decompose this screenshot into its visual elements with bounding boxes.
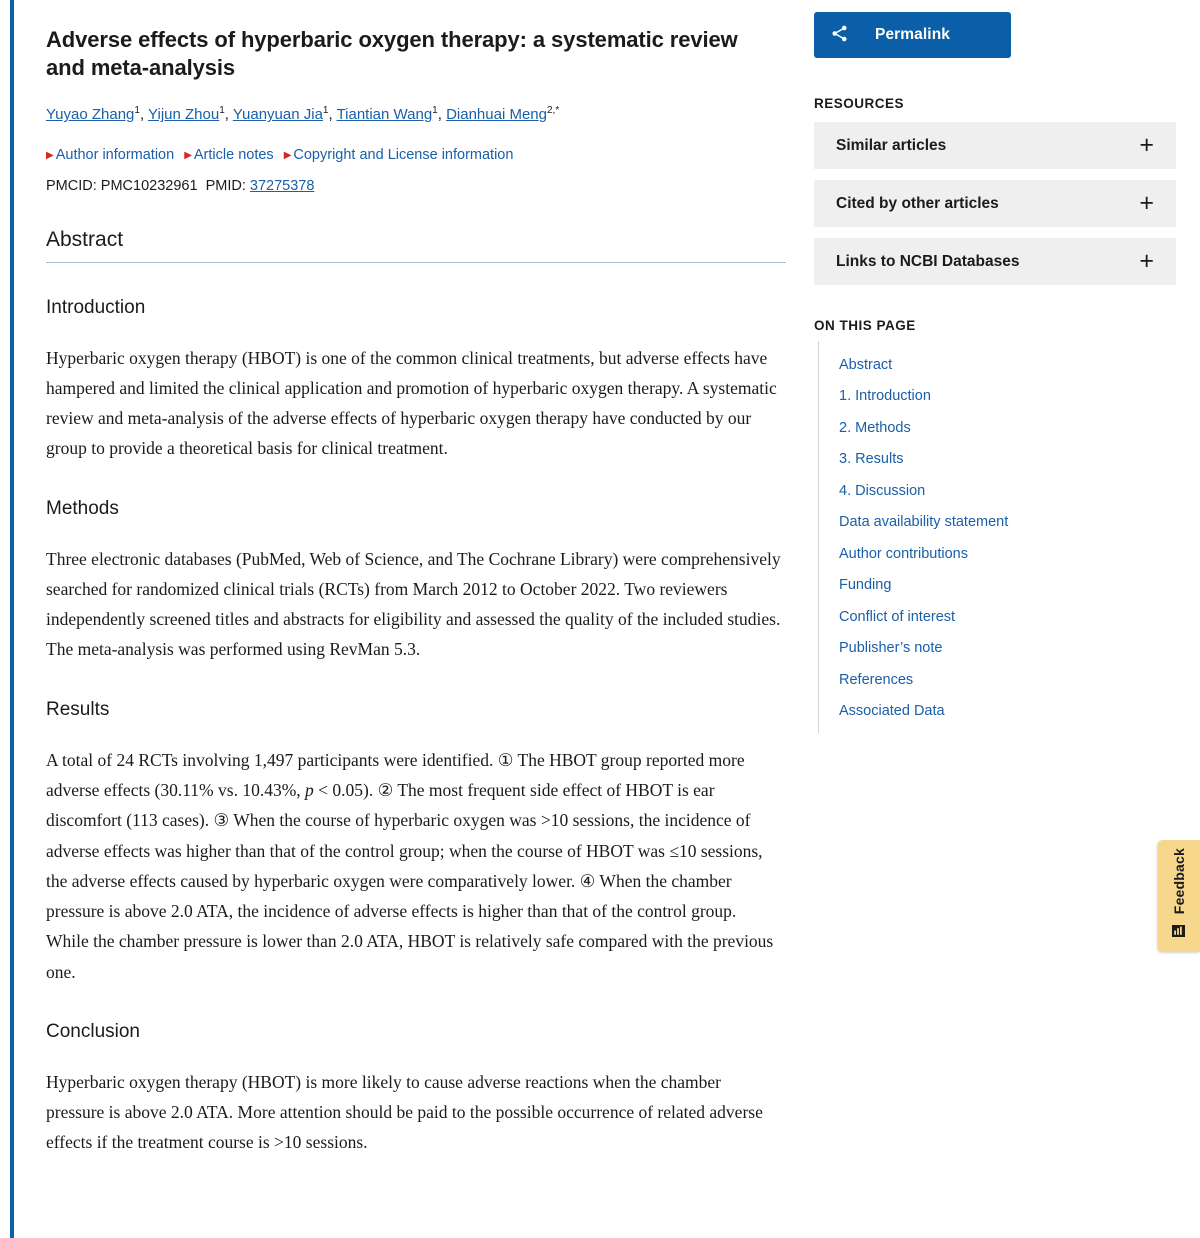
feedback-tab[interactable] xyxy=(1158,840,1200,952)
abstract-heading: Abstract xyxy=(46,228,786,263)
author-link[interactable]: Tiantian Wang xyxy=(336,106,433,124)
author-list: Yuyao Zhang$^1$, Yijun Zhou$^1$, Yuanyuan Jia$^1$, Tiantian Wang$^1$, Dianhuai Meng$^{2,*}$ xyxy=(46,105,560,124)
author-link[interactable]: Yijun Zhou xyxy=(148,106,220,124)
author-affiliation-sup: 1 xyxy=(134,105,140,117)
share-icon xyxy=(830,24,849,46)
toc-item-publishers-note[interactable]: Publisher’s note xyxy=(839,640,943,656)
toc-item-author-contributions[interactable]: Author contributions xyxy=(839,545,968,562)
article-column xyxy=(46,0,786,1158)
toc-item-discussion[interactable]: 4. Discussion xyxy=(839,482,926,499)
section-text-results xyxy=(46,745,782,987)
author-link[interactable]: Yuyao Zhang xyxy=(46,106,135,124)
pmid-link[interactable]: 37275378 xyxy=(249,177,315,194)
resource-item-label: Cited by other articles xyxy=(836,194,999,212)
toc-item-data-availability[interactable]: Data availability statement xyxy=(839,514,1009,530)
author-information-link[interactable]: Author information xyxy=(55,147,175,164)
section-heading-methods: Methods xyxy=(46,497,119,519)
toc-item-introduction[interactable]: 1. Introduction xyxy=(839,388,931,404)
section-text-conclusion: Hyperbaric oxygen therapy (HBOT) is more likely to cause adverse reactions when the chamber pressure is above 2.0 ATA. More attention should be paid to the possible occurrence of related adverse effects if the treatment course is >10 sessions. xyxy=(46,1071,763,1153)
toc-item-conflict-of-interest[interactable]: Conflict of interest xyxy=(839,608,956,625)
plus-icon[interactable]: + xyxy=(1139,247,1154,275)
permalink-button-label: Permalink xyxy=(875,26,950,43)
section-heading-results: Results xyxy=(46,698,110,720)
author-link[interactable]: Dianhuai Meng xyxy=(446,106,547,124)
copyright-license-link[interactable]: Copyright and License information xyxy=(293,147,514,164)
resource-item-ncbi-databases[interactable] xyxy=(814,238,1176,285)
sidebar-column xyxy=(814,0,1176,733)
feedback-tab-label: Feedback xyxy=(1171,848,1187,915)
triangle-right-icon: ▶ xyxy=(184,150,192,162)
results-p-symbol: p xyxy=(305,780,314,800)
triangle-right-icon: ▶ xyxy=(46,150,54,162)
resource-item-label: Links to NCBI Databases xyxy=(836,252,1020,270)
author-affiliation-sup: 1 xyxy=(322,105,329,117)
toc-item-references[interactable]: References xyxy=(839,671,914,688)
on-this-page-nav xyxy=(818,341,1176,733)
section-text-methods: Three electronic databases (PubMed, Web of Science, and The Cochrane Library) were comprehensively searched for randomized clinical trials (RCTs) from March 2012 to October 2022. Two reviewers independently screened titles and abstracts for eligibility and assessed the quality of the included studies. The meta-analysis was performed using RevMan 5.3. xyxy=(46,548,781,660)
author-affiliation-sup: 2,* xyxy=(546,105,560,117)
resource-item-similar-articles[interactable] xyxy=(814,122,1176,169)
toc-item-abstract[interactable]: Abstract xyxy=(839,356,893,373)
pmid-label: PMID: xyxy=(205,177,246,194)
section-heading-introduction: Introduction xyxy=(46,296,146,318)
resources-title: RESOURCES xyxy=(814,96,905,111)
author-affiliation-sup: 1 xyxy=(432,105,438,117)
on-this-page-title: ON THIS PAGE xyxy=(814,318,916,333)
resource-item-cited-by[interactable] xyxy=(814,180,1176,227)
page-title: Adverse effects of hyperbaric oxygen therapy: a systematic review and meta-analysis xyxy=(46,27,738,81)
pmcid-label: PMCID: xyxy=(46,177,97,194)
author-link[interactable]: Yuanyuan Jia xyxy=(232,106,323,124)
toc-item-associated-data[interactable]: Associated Data xyxy=(839,703,945,719)
chart-icon xyxy=(1171,923,1187,944)
toc-item-methods[interactable]: 2. Methods xyxy=(839,419,911,436)
section-text-introduction: Hyperbaric oxygen therapy (HBOT) is one of the common clinical treatments, but adverse effects have hampered and limited the clinical application and promotion of hyperbaric oxygen therapy. A systematic review and meta-analysis of the adverse effects of hyperbaric oxygen therapy have conducted by our group to provide a theoretical basis for clinical treatment. xyxy=(46,347,777,459)
pmcid-value: PMC10232961 xyxy=(100,177,198,194)
results-text-part1: A total of 24 RCTs involving 1,497 participants were identified. ① The HBOT group reported more adverse effects (30.11% vs. 10.43%, xyxy=(46,749,745,800)
results-text-part2: < 0.05). ② The most frequent side effect of HBOT is ear discomfort (113 cases). ③ When the course of hyperbaric oxygen was >10 sessions, the incidence of adverse effects was higher than that of the control group; when the course of HBOT was ≤10 sessions, the adverse effects caused by hyperbaric oxygen were comparatively lower. ④ When the chamber pressure is above 2.0 ATA, the incidence of adverse effects is higher than that of the control group. While the chamber pressure is lower than 2.0 ATA, HBOT is relatively safe compared with the previous one. xyxy=(46,780,774,982)
section-heading-conclusion: Conclusion xyxy=(46,1020,140,1042)
plus-icon[interactable]: + xyxy=(1139,189,1154,217)
identifier-row xyxy=(46,178,786,194)
article-meta-links xyxy=(46,145,786,165)
toc-item-funding[interactable]: Funding xyxy=(839,577,892,593)
toc-item-results[interactable]: 3. Results xyxy=(839,451,904,467)
article-notes-link[interactable]: Article notes xyxy=(193,147,274,164)
plus-icon[interactable]: + xyxy=(1139,131,1154,159)
triangle-right-icon: ▶ xyxy=(283,150,292,162)
resource-item-label: Similar articles xyxy=(836,136,947,154)
author-affiliation-sup: 1 xyxy=(219,105,225,117)
permalink-button[interactable] xyxy=(814,12,1011,58)
